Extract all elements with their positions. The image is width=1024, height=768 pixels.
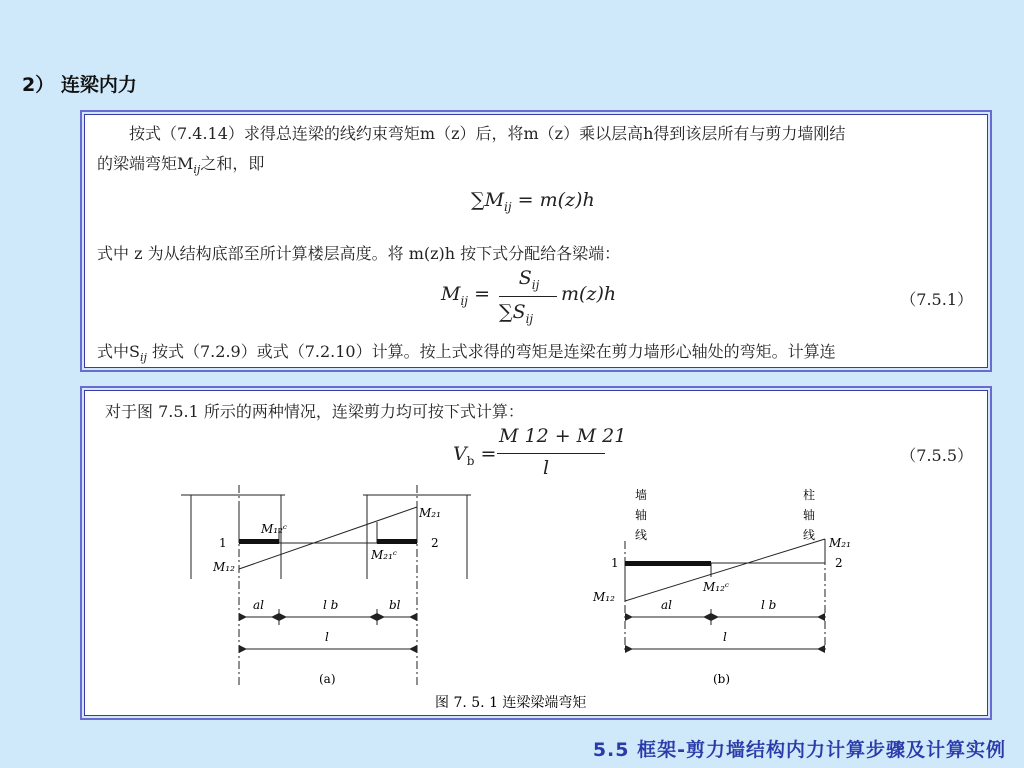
- equation-shear-numerator: M 12 + M 21: [499, 425, 627, 447]
- paragraph-line-1: 按式（7.4.14）求得总连梁的线约束弯矩m（z）后，将m（z）乘以层高h得到该层所有与剪力墙刚结: [129, 124, 846, 143]
- fig-a-label-m21: M₂₁: [419, 506, 441, 520]
- fig-a-label-m12c: M₁₂ᶜ: [261, 522, 288, 536]
- footer-section-title: 5.5 框架-剪力墙结构内力计算步骤及计算实例: [592, 739, 1006, 761]
- fig-a-label-m12: M₁₂: [213, 560, 235, 574]
- fig-b-dim-lb: l b: [761, 598, 777, 612]
- equation-number-755: （7.5.5）: [900, 446, 973, 465]
- fig-b-node-1: 1: [611, 556, 619, 570]
- fig-b-label-m12c: M₁₂ᶜ: [703, 580, 730, 594]
- fig-b-wall-axis-label-2: 轴: [635, 508, 648, 522]
- fig-b-node-2: 2: [835, 556, 843, 570]
- fig-b-label-m12: M₁₂: [593, 590, 615, 604]
- beam-moment-diagrams: [85, 391, 987, 715]
- fig-b-dim-al: al: [661, 598, 672, 612]
- equation-shear-lhs: $V_b$ =: [453, 443, 497, 468]
- equation-distribution-rhs: m(z)h: [561, 283, 617, 305]
- fig-a-dim-l: l: [325, 630, 329, 644]
- fig-b-col-axis-label-3: 线: [803, 528, 816, 542]
- equation-distribution-numerator: $S_{ij}$: [518, 267, 540, 292]
- paragraph-line-3: 式中 z 为从结构底部至所计算楼层高度。将 m(z)h 按下式分配给各梁端：: [97, 244, 621, 263]
- fig-a-node-2: 2: [431, 536, 439, 550]
- fig-b-caption: (b): [713, 672, 731, 686]
- fig-a-caption: (a): [319, 672, 336, 686]
- fig-a-dim-lb: l b: [323, 598, 339, 612]
- fig-b-col-axis-label-2: 轴: [803, 508, 816, 522]
- section-heading: 2） 连梁内力: [22, 74, 137, 96]
- fig-a-dim-bl: bl: [389, 598, 401, 612]
- fig-a-node-1: 1: [219, 536, 227, 550]
- text-panel-moment: [84, 114, 988, 368]
- equation-distribution-denominator: $\sum S_{ij}$: [499, 301, 534, 326]
- paragraph-line-4: 式中$S_{ij}$ 按式（7.2.9）或式（7.2.10）计算。按上式求得的弯矩是连梁在剪力墙形心轴处的弯矩。计算连: [97, 342, 836, 365]
- fig-a-label-m21c: M₂₁ᶜ: [371, 548, 398, 562]
- paragraph-line-2: 的梁端弯矩$M_{ij}$之和，即: [97, 154, 265, 177]
- equation-shear-denominator: l: [543, 457, 550, 479]
- fig-b-col-axis-label-1: 柱: [803, 488, 816, 502]
- fig-a-dim-al: al: [253, 598, 264, 612]
- equation-number-751: （7.5.1）: [900, 290, 973, 309]
- paragraph-shear: 对于图 7.5.1 所示的两种情况，连梁剪力均可按下式计算：: [105, 402, 524, 421]
- equation-sum-moment: $\sum M_{ij} = m(z)h$: [471, 189, 595, 214]
- fig-b-rigid-end: [625, 561, 711, 566]
- fig-b-dim-l: l: [723, 630, 727, 644]
- figure-panel-shear: [84, 390, 988, 716]
- fig-a-rigid-end-right: [377, 539, 417, 544]
- fig-b-label-m21: M₂₁: [829, 536, 851, 550]
- figure-caption: 图 7. 5. 1 连梁梁端弯矩: [435, 695, 587, 711]
- fig-a-rigid-end-left: [239, 539, 279, 544]
- equation-distribution-lhs: $M_{ij}$ =: [441, 283, 490, 308]
- fig-b-wall-axis-label-3: 线: [635, 528, 648, 542]
- fraction-bar: [499, 296, 557, 297]
- fig-b-wall-axis-label-1: 墙: [635, 488, 648, 502]
